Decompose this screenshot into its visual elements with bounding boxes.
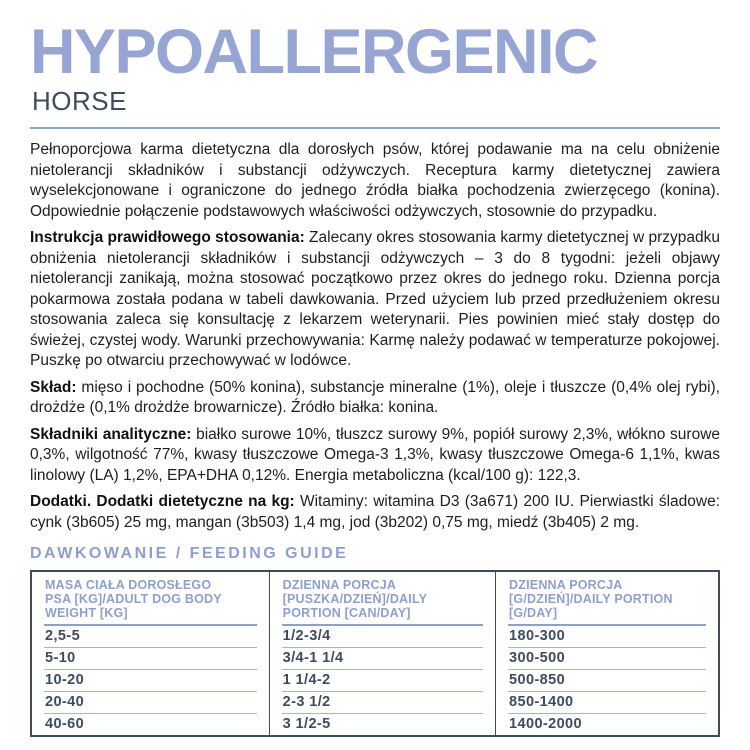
table-row-cell: 180-300 [495, 626, 718, 648]
feeding-guide-table [30, 570, 720, 737]
instructions-text: Zalecany okres stosowania karmy dietetycznej w przypadku obniżenia nietolerancji składników i substancji odżywczych – 3 do 8 tygodni: jeżeli objawy nietolerancji zanikają, można stosować początkowo przez okres do jednego roku. Dzienna porcja pokarmowa została podana w tabeli dawkowania. Przed użyciem lub przed przedłużeniem okresu stosowania zaleca się konsultację z lekarzem weterynarii. Pies powinien mieć stały dostęp do świeżej, czystej wody. Warunki przechowywania: Karmę należy podawać w temperaturze pokojowej. Puszkę po otwarciu przechowywać w lodówce. [30, 229, 720, 369]
table-row-cell: 500-850 [495, 670, 718, 692]
table-header-portion-can: DZIENNA PORCJA [PUSZKA/DZIEŃ]/DAILY PORTION [CAN/DAY] [269, 572, 495, 626]
table-row-cell: 3/4-1 1/4 [269, 648, 495, 670]
table-row-cell: 2,5-5 [32, 626, 269, 648]
composition-paragraph [30, 378, 720, 419]
table-row-cell: 1400-2000 [495, 714, 718, 735]
analytical-label: Składniki analityczne: [30, 425, 192, 443]
table-row-cell: 10-20 [32, 670, 269, 692]
label-text-block [30, 140, 720, 533]
description-paragraph [30, 140, 720, 222]
composition-text: mięso i pochodne (50% konina), substancje mineralne (1%), oleje i tłuszcze (0,4% olej rybi), drożdże (0,1% drożdże browarnicze). Źródło białka: konina. [30, 378, 720, 416]
additives-label: Dodatki. Dodatki dietetyczne na kg: [30, 493, 295, 510]
table-row-cell: 850-1400 [495, 692, 718, 714]
page-title: HYPOALLERGENIC [30, 17, 598, 87]
instructions-label: Instrukcja prawidłowego stosowania: [30, 229, 305, 246]
analytical-text: białko surowe 10%, tłuszcz surowy 9%, popiół surowy 2,3%, włókno surowe 0,3%, wilgotność 77%, kwasy tłuszczowe Omega-3 1,3%, kwasy tłuszczowe Omega-6 1,1%, kwas linolowy (LA) 1,2%, EPA+DHA 0,12%. Energia metaboliczna (kcal/100 g): 122,3. [30, 425, 721, 484]
composition-label: Skład: [30, 378, 77, 396]
table-row-cell: 3 1/2-5 [269, 714, 495, 735]
analytical-paragraph [30, 425, 720, 487]
page-subtitle: HORSE [32, 86, 127, 116]
instructions-paragraph [30, 228, 720, 372]
table-row-cell: 2-3 1/2 [269, 692, 495, 714]
table-row-cell: 40-60 [45, 716, 85, 732]
table-row-cell: 300-500 [495, 648, 718, 670]
table-header-portion-grams: DZIENNA PORCJA [G/DZIEŃ]/DAILY PORTION [G/DAY] [495, 572, 718, 626]
table-row-cell: 1/2-3/4 [269, 626, 495, 648]
header-divider [30, 127, 720, 129]
additives-text: Witaminy: witamina D3 (3a671) 200 IU. Pierwiastki śladowe: cynk (3b605) 25 mg, mangan (3b503) 1,4 mg, jod (3b202) 0,75 mg, miedź (3b405) 2 mg. [30, 493, 721, 531]
table-row-cell: 5-10 [32, 648, 269, 670]
table-header-weight: MASA CIAŁA DOROSŁEGO PSA [KG]/ADULT DOG BODY WEIGHT [KG] [32, 572, 269, 626]
table-row-cell: 1 1/4-2 [269, 670, 495, 692]
table-row-cell: 20-40 [32, 692, 269, 714]
feeding-guide-title: DAWKOWANIE / FEEDING GUIDE [30, 545, 349, 562]
description-text: Pełnoporcjowa karma dietetyczna dla dorosłych psów, której podawanie ma na celu obniżenie nietolerancji składników i substancji odżywczych. Receptura karmy dietetycznej zawiera wyselekcjonowane i ograniczone do jednego źródła białka pochodzenia zwierzęcego (konina). Odpowiednie połączenie podstawowych właściwości odżywczych, stosownie do przypadku. [30, 141, 720, 220]
additives-paragraph [30, 492, 720, 533]
